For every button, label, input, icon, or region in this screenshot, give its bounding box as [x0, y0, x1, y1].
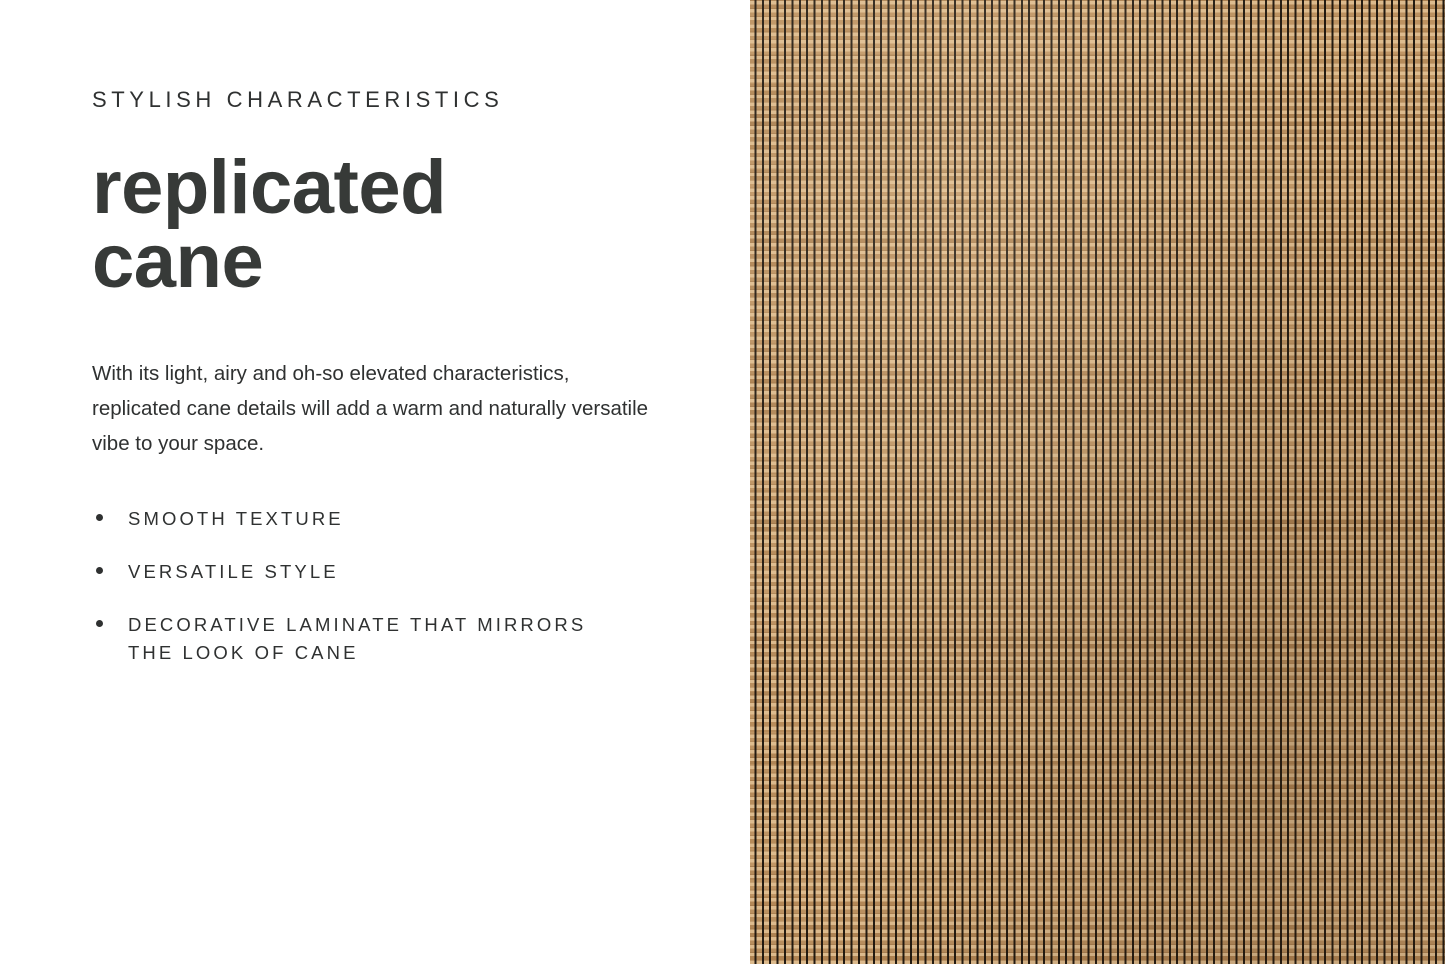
- cane-texture-image: [747, 0, 1445, 964]
- bullet-icon: [96, 567, 103, 574]
- bullet-icon: [96, 514, 103, 521]
- bullet-icon: [96, 620, 103, 627]
- weave-shading-layer: [747, 0, 1445, 964]
- list-item: [92, 505, 608, 533]
- feature-label: SMOOTH TEXTURE: [128, 508, 344, 530]
- eyebrow-label: STYLISH CHARACTERISTICS: [92, 87, 504, 112]
- page-title: replicated cane: [92, 144, 447, 305]
- feature-list: [92, 505, 667, 666]
- feature-label: VERSATILE STYLE: [128, 561, 339, 583]
- feature-label: DECORATIVE LAMINATE THAT MIRRORS THE LOOK OF CANE: [128, 613, 587, 663]
- body-paragraph: With its light, airy and oh-so elevated characteristics, replicated cane details will add a warm and naturally versatile vibe to your space.: [92, 361, 649, 456]
- list-item: [92, 611, 608, 667]
- list-item: [92, 558, 608, 586]
- image-left-edge: [747, 0, 750, 964]
